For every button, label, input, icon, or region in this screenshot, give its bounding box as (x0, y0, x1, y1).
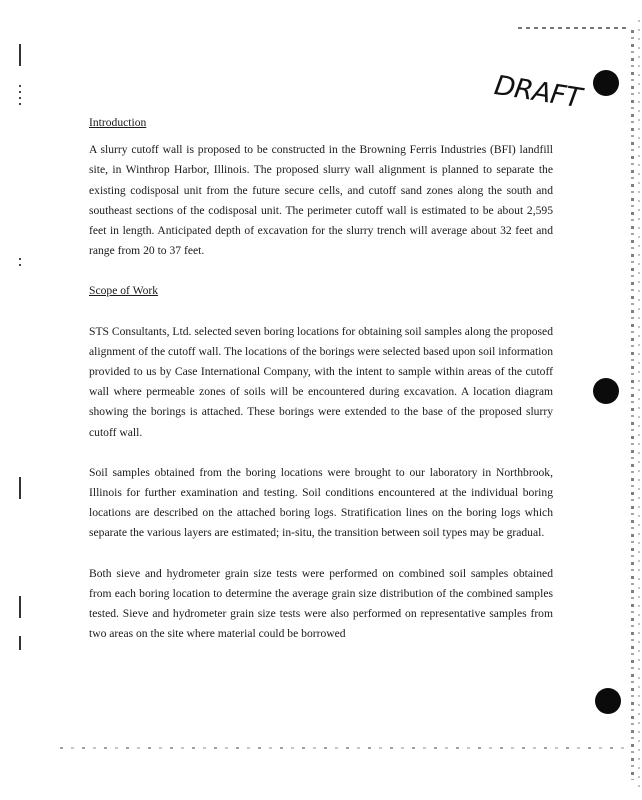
paragraph-scope-borings: STS Consultants, Ltd. selected seven boring locations for obtaining soil samples along the proposed alignment of the cutoff wall. The locations of the borings were selected based upon soil information provided to us by Case International Company, with the intent to sample within areas of the cutoff wall where permeable zones of soils will be encountered during excavation. A location diagram showing the borings is attached. These borings were extended to the base of the proposed slurry cutoff wall. (89, 324, 554, 439)
scan-edge-bottom (60, 747, 630, 749)
scan-edge-right-outer (638, 20, 640, 790)
paragraph-scope-samples: Soil samples obtained from the boring locations were brought to our laboratory in Northbrook, Illinois for further examination and testing. Soil conditions encountered at the individual boring locations are described on the attached boring logs. Stratification lines on the boring logs which separate the various layers are estimated; in-situ, the transition between soil types may be gradual. (89, 465, 553, 540)
paragraph-introduction: A slurry cutoff wall is proposed to be constructed in the Browning Ferris Industries (BFI) landfill site, in Winthrop Harbor, Illinois. The proposed slurry wall alignment is planned to separate the existing codisposal unit from the future secure cells, and cutoff sand zones along the south and southeast sections of the codisposal unit. The perimeter cutoff wall is estimated to be about 2,595 feet in length. Anticipated depth of excavation for the slurry trench will average about 32 feet and range from 20 to 37 feet. (89, 143, 553, 258)
scan-mark-left (19, 44, 21, 66)
paragraph-scope-tests: Both sieve and hydrometer grain size tests were performed on combined soil samples obtained from each boring location to determine the average grain size distribution of the combined samples tested. Sieve and hydrometer grain size tests were also performed on representative samples from two areas on the site where material could be borrowed (89, 566, 553, 641)
section-heading-scope-of-work: Scope of Work (89, 284, 159, 298)
draft-stamp: DRAFT (492, 70, 584, 115)
scan-mark-left (19, 258, 21, 270)
punch-hole (593, 378, 619, 404)
punch-hole (593, 70, 619, 96)
document-body (89, 113, 553, 644)
scan-edge-right (631, 30, 634, 780)
scan-mark-left (19, 596, 21, 618)
scan-mark-left (19, 477, 21, 499)
punch-hole (595, 688, 621, 714)
scan-mark-left (19, 636, 21, 650)
section-heading-introduction: Introduction (89, 116, 147, 129)
scan-edge-top (518, 27, 628, 29)
scan-mark-left (19, 85, 21, 109)
